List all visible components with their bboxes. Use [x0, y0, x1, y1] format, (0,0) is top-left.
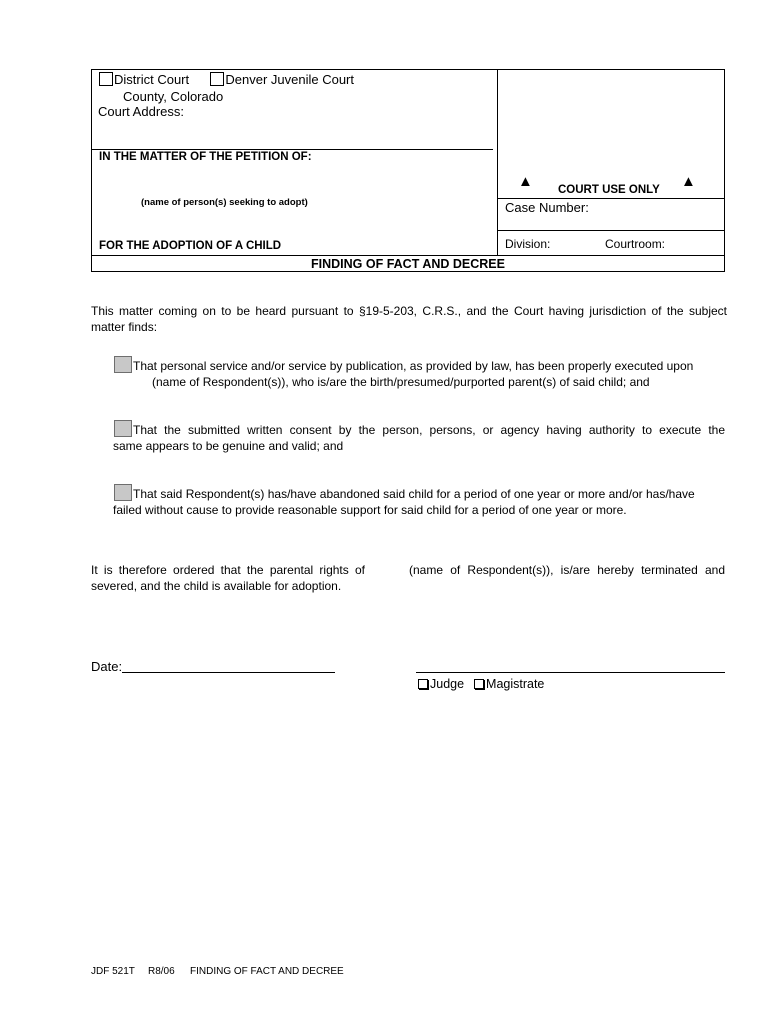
finding-3-line1: That said Respondent(s) has/have abandoned said child for a period of one year or more and/or has/have: [133, 487, 695, 501]
case-number-label: Case Number:: [505, 200, 589, 215]
district-court-checkbox[interactable]: [99, 72, 113, 86]
title-top-rule: [91, 255, 725, 256]
order-part2: (name of Respondent(s)), is/are hereby terminated and: [409, 563, 725, 577]
denver-juvenile-court-label: Denver Juvenile Court: [225, 72, 354, 87]
county-line: County, Colorado: [123, 89, 224, 104]
court-type-row: [99, 72, 354, 87]
date-field[interactable]: [122, 672, 335, 673]
order-part1: It is therefore ordered that the parental rights of: [91, 563, 365, 577]
court-use-rule: [497, 198, 725, 199]
finding-2-checkbox[interactable]: [114, 420, 132, 437]
footer-revision: R8/06: [148, 966, 175, 977]
finding-1-line2: (name of Respondent(s)), who is/are the birth/presumed/purported parent(s) of said child; and: [152, 375, 650, 389]
petitioner-hint: (name of person(s) seeking to adopt): [141, 197, 308, 208]
in-the-matter-heading: IN THE MATTER OF THE PETITION OF:: [99, 151, 312, 163]
judge-option: [418, 677, 544, 691]
date-label: Date:: [91, 659, 123, 674]
signature-line[interactable]: [416, 672, 725, 673]
intro-paragraph: This matter coming on to be heard pursuant to §19-5-203, C.R.S., and the Court having jurisdiction of the subject matter finds:: [91, 304, 727, 334]
court-address-label: Court Address:: [98, 104, 184, 119]
division-rule: [497, 230, 725, 231]
magistrate-label: Magistrate: [486, 677, 545, 691]
magistrate-checkbox[interactable]: [474, 679, 484, 689]
judge-checkbox[interactable]: [418, 679, 428, 689]
footer-form-id: JDF 521T: [91, 966, 135, 977]
finding-2-line1: That the submitted written consent by the person, persons, or agency having authority to execute the: [133, 423, 725, 437]
finding-1-checkbox[interactable]: [114, 356, 132, 373]
caption-divider: [497, 69, 498, 255]
division-label: Division:: [505, 237, 551, 251]
footer-title: FINDING OF FACT AND DECREE: [190, 966, 344, 977]
matter-rule: [91, 149, 493, 150]
arrow-up-icon: ▲: [518, 173, 533, 190]
finding-1-line1: That personal service and/or service by publication, as provided by law, has been properly executed upon: [133, 359, 694, 373]
judge-label: Judge: [430, 677, 465, 691]
arrow-up-icon: ▲: [681, 173, 696, 190]
district-court-label: District Court: [114, 72, 190, 87]
finding-3-checkbox[interactable]: [114, 484, 132, 501]
court-use-only-label: COURT USE ONLY: [558, 184, 660, 196]
finding-2-line2: same appears to be genuine and valid; and: [113, 439, 344, 453]
order-line2: severed, and the child is available for adoption.: [91, 579, 342, 593]
finding-3-line2: failed without cause to provide reasonable support for said child for a period of one year or more.: [113, 503, 627, 517]
courtroom-label: Courtroom:: [605, 237, 666, 251]
adoption-line: FOR THE ADOPTION OF A CHILD: [99, 240, 282, 252]
denver-juvenile-court-checkbox[interactable]: [210, 72, 224, 86]
page-title: FINDING OF FACT AND DECREE: [311, 257, 505, 271]
